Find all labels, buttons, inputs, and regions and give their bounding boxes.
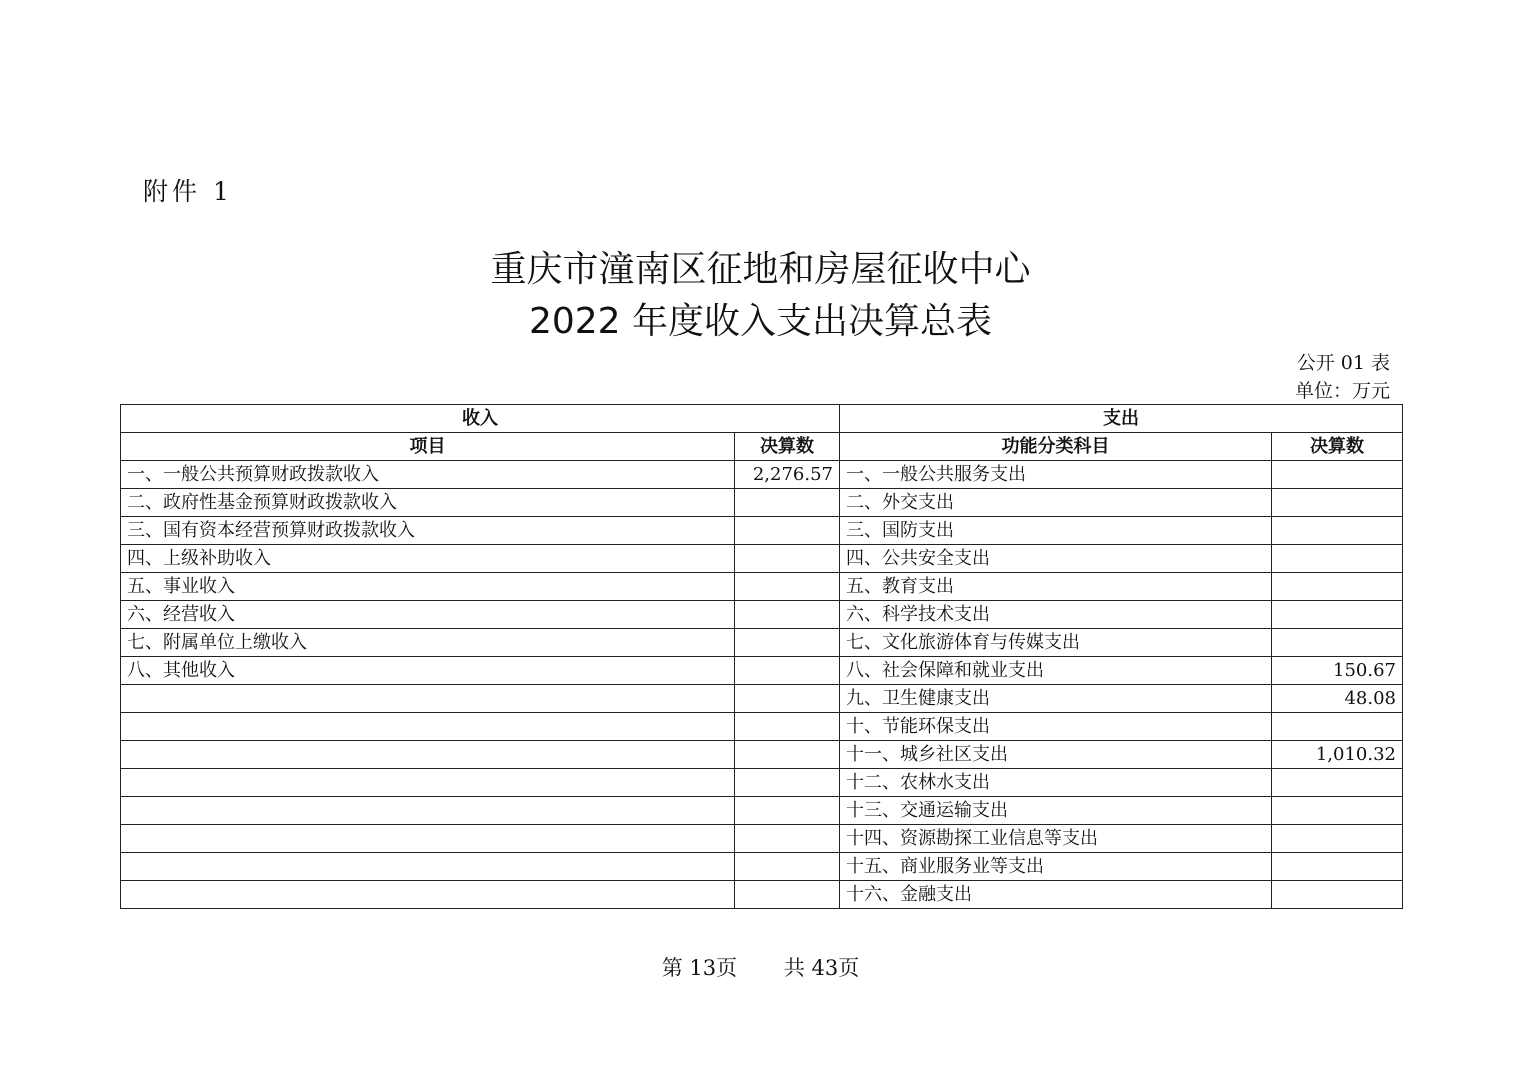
page-total: 共 43页 xyxy=(783,956,860,980)
income-item-cell xyxy=(121,853,735,881)
expense-amount-cell xyxy=(1272,825,1403,853)
expense-amount-cell xyxy=(1272,881,1403,909)
page-footer xyxy=(0,952,1521,982)
income-amount-cell xyxy=(735,657,840,685)
table-row xyxy=(121,853,1403,881)
income-amount-cell xyxy=(735,825,840,853)
expense-item-cell: 一、一般公共服务支出 xyxy=(840,461,1272,489)
expense-item-cell: 十六、金融支出 xyxy=(840,881,1272,909)
income-item-cell xyxy=(121,685,735,713)
income-item-cell: 七、附属单位上缴收入 xyxy=(121,629,735,657)
expense-amount-cell xyxy=(1272,713,1403,741)
income-item-cell: 五、事业收入 xyxy=(121,573,735,601)
expense-amount-cell xyxy=(1272,629,1403,657)
income-item-cell xyxy=(121,881,735,909)
page-number: 第 13页 xyxy=(661,956,738,980)
expense-header: 支出 xyxy=(840,405,1403,433)
table-row xyxy=(121,881,1403,909)
expense-item-cell: 十四、资源勘探工业信息等支出 xyxy=(840,825,1272,853)
income-item-cell xyxy=(121,825,735,853)
income-item-cell: 六、经营收入 xyxy=(121,601,735,629)
expense-item-cell: 十二、农林水支出 xyxy=(840,769,1272,797)
table-row xyxy=(121,545,1403,573)
expense-item-cell: 四、公共安全支出 xyxy=(840,545,1272,573)
table-row xyxy=(121,573,1403,601)
expense-item-cell: 十、节能环保支出 xyxy=(840,713,1272,741)
income-item-cell: 四、上级补助收入 xyxy=(121,545,735,573)
col-income-amount-header: 决算数 xyxy=(735,433,840,461)
table-row xyxy=(121,657,1403,685)
income-item-cell: 二、政府性基金预算财政拨款收入 xyxy=(121,489,735,517)
col-function-header: 功能分类科目 xyxy=(840,433,1272,461)
income-amount-cell xyxy=(735,685,840,713)
income-amount-cell xyxy=(735,517,840,545)
expense-amount-cell: 48.08 xyxy=(1272,685,1403,713)
expense-amount-cell xyxy=(1272,797,1403,825)
expense-amount-cell xyxy=(1272,769,1403,797)
col-item-header: 项目 xyxy=(121,433,735,461)
expense-item-cell: 三、国防支出 xyxy=(840,517,1272,545)
expense-item-cell: 五、教育支出 xyxy=(840,573,1272,601)
table-row xyxy=(121,489,1403,517)
income-item-cell: 八、其他收入 xyxy=(121,657,735,685)
table-row xyxy=(121,825,1403,853)
expense-amount-cell xyxy=(1272,601,1403,629)
page-title-line2: 2022 年度收入支出决算总表 xyxy=(528,301,993,342)
form-code: 公开 01 表 xyxy=(1296,352,1390,374)
expense-item-cell: 八、社会保障和就业支出 xyxy=(840,657,1272,685)
income-amount-cell xyxy=(735,545,840,573)
expense-amount-cell xyxy=(1272,517,1403,545)
income-item-cell xyxy=(121,769,735,797)
section-header-row xyxy=(121,405,1403,433)
income-amount-cell xyxy=(735,629,840,657)
income-item-cell xyxy=(121,713,735,741)
income-amount-cell xyxy=(735,713,840,741)
col-expense-amount-header: 决算数 xyxy=(1272,433,1403,461)
expense-amount-cell: 1,010.32 xyxy=(1272,741,1403,769)
expense-amount-cell xyxy=(1272,853,1403,881)
income-amount-cell xyxy=(735,797,840,825)
income-item-cell xyxy=(121,741,735,769)
income-item-cell: 三、国有资本经营预算财政拨款收入 xyxy=(121,517,735,545)
income-amount-cell xyxy=(735,601,840,629)
expense-amount-cell xyxy=(1272,489,1403,517)
income-amount-cell xyxy=(735,741,840,769)
page-title-line1: 重庆市潼南区征地和房屋征收中心 xyxy=(490,249,1031,290)
budget-table xyxy=(120,404,1403,909)
income-amount-cell xyxy=(735,489,840,517)
income-amount-cell: 2,276.57 xyxy=(735,461,840,489)
income-amount-cell xyxy=(735,769,840,797)
unit-label: 单位：万元 xyxy=(1294,380,1390,402)
expense-item-cell: 十一、城乡社区支出 xyxy=(840,741,1272,769)
expense-item-cell: 十五、商业服务业等支出 xyxy=(840,853,1272,881)
table-row xyxy=(121,601,1403,629)
income-amount-cell xyxy=(735,573,840,601)
table-row xyxy=(121,769,1403,797)
expense-item-cell: 十三、交通运输支出 xyxy=(840,797,1272,825)
attachment-label: 附件 1 xyxy=(143,177,233,206)
expense-item-cell: 六、科学技术支出 xyxy=(840,601,1272,629)
table-row xyxy=(121,713,1403,741)
expense-amount-cell xyxy=(1272,573,1403,601)
income-amount-cell xyxy=(735,853,840,881)
table-row xyxy=(121,685,1403,713)
table-row xyxy=(121,741,1403,769)
expense-amount-cell xyxy=(1272,461,1403,489)
table-row xyxy=(121,629,1403,657)
income-item-cell xyxy=(121,797,735,825)
income-header: 收入 xyxy=(121,405,840,433)
expense-item-cell: 七、文化旅游体育与传媒支出 xyxy=(840,629,1272,657)
table-row xyxy=(121,517,1403,545)
income-item-cell: 一、一般公共预算财政拨款收入 xyxy=(121,461,735,489)
expense-amount-cell: 150.67 xyxy=(1272,657,1403,685)
income-amount-cell xyxy=(735,881,840,909)
expense-amount-cell xyxy=(1272,545,1403,573)
expense-item-cell: 九、卫生健康支出 xyxy=(840,685,1272,713)
column-header-row xyxy=(121,433,1403,461)
table-row xyxy=(121,797,1403,825)
expense-item-cell: 二、外交支出 xyxy=(840,489,1272,517)
table-row xyxy=(121,461,1403,489)
